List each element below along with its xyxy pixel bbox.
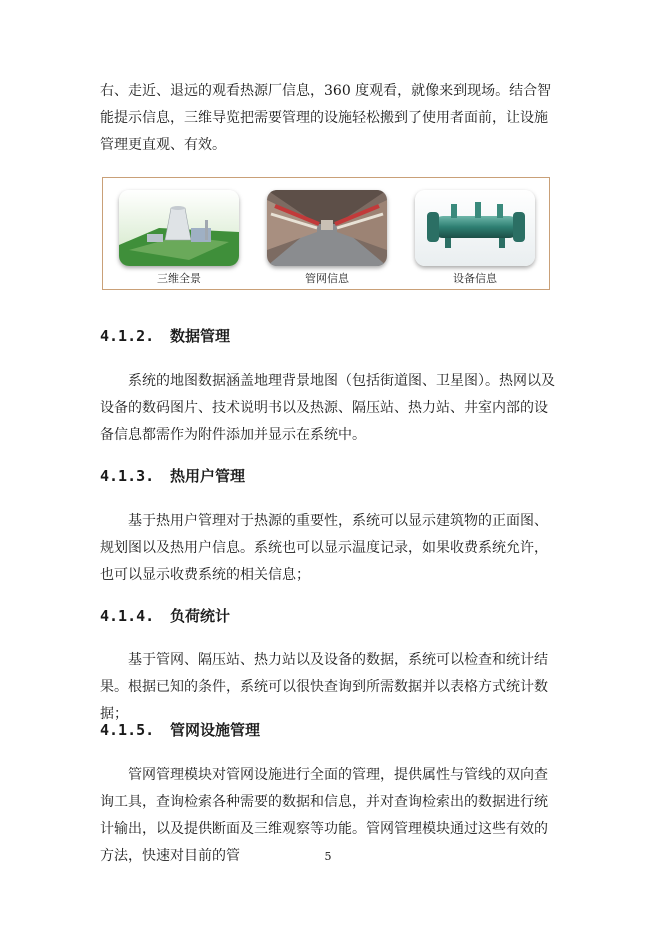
section-title: 管网设施管理 (170, 721, 261, 739)
caption-3d-panorama: 三维全景 (157, 272, 201, 285)
section-number: 4.1.2. (100, 327, 155, 345)
equipment-image (415, 190, 535, 266)
intro-paragraph: 右、走近、退远的观看热源厂信息，360 度观看，就像来到现场。结合智能提示信息，三维导览把需要管理的设施轻松搬到了使用者面前，让设施管理更直观、有效。 (100, 83, 552, 153)
section-heading (100, 605, 230, 626)
section-heading (100, 719, 260, 740)
section-title: 热用户管理 (170, 467, 246, 485)
page-number: 5 (324, 850, 332, 863)
section-number: 4.1.5. (100, 721, 155, 739)
section-number: 4.1.4. (100, 607, 155, 625)
section-body: 管网管理模块对管网设施进行全面的管理，提供属性与管线的双向查询工具，查询检索各种需要的数据和信息，并对查询检索出的数据进行统计输出，以及提供断面及三维观察等功能。管网管理模块通过这些有效的方法，快速对目前的管 (100, 767, 548, 864)
section-heading (100, 465, 245, 486)
caption-pipe-network: 管网信息 (305, 272, 349, 285)
section-title: 负荷统计 (170, 607, 231, 625)
section-number: 4.1.3. (100, 467, 155, 485)
image-strip (102, 177, 550, 290)
section-heading (100, 325, 230, 346)
caption-equipment: 设备信息 (453, 272, 497, 285)
section-title: 数据管理 (170, 327, 231, 345)
section-body: 基于管网、隔压站、热力站以及设备的数据，系统可以检查和统计结果。根据已知的条件，系统可以很快查询到所需数据并以表格方式统计数据； (100, 652, 548, 722)
section-body: 系统的地图数据涵盖地理背景地图（包括街道图、卫星图）。热网以及设备的数码图片、技术说明书以及热源、隔压站、热力站、井室内部的设备信息都需作为附件添加并显示在系统中。 (100, 373, 555, 443)
pipe-network-image (267, 190, 387, 266)
section-body: 基于热用户管理对于热源的重要性，系统可以显示建筑物的正面图、规划图以及热用户信息。系统也可以显示温度记录，如果收费系统允许，也可以显示收费系统的相关信息； (100, 513, 548, 583)
3d-panorama-image (119, 190, 239, 266)
